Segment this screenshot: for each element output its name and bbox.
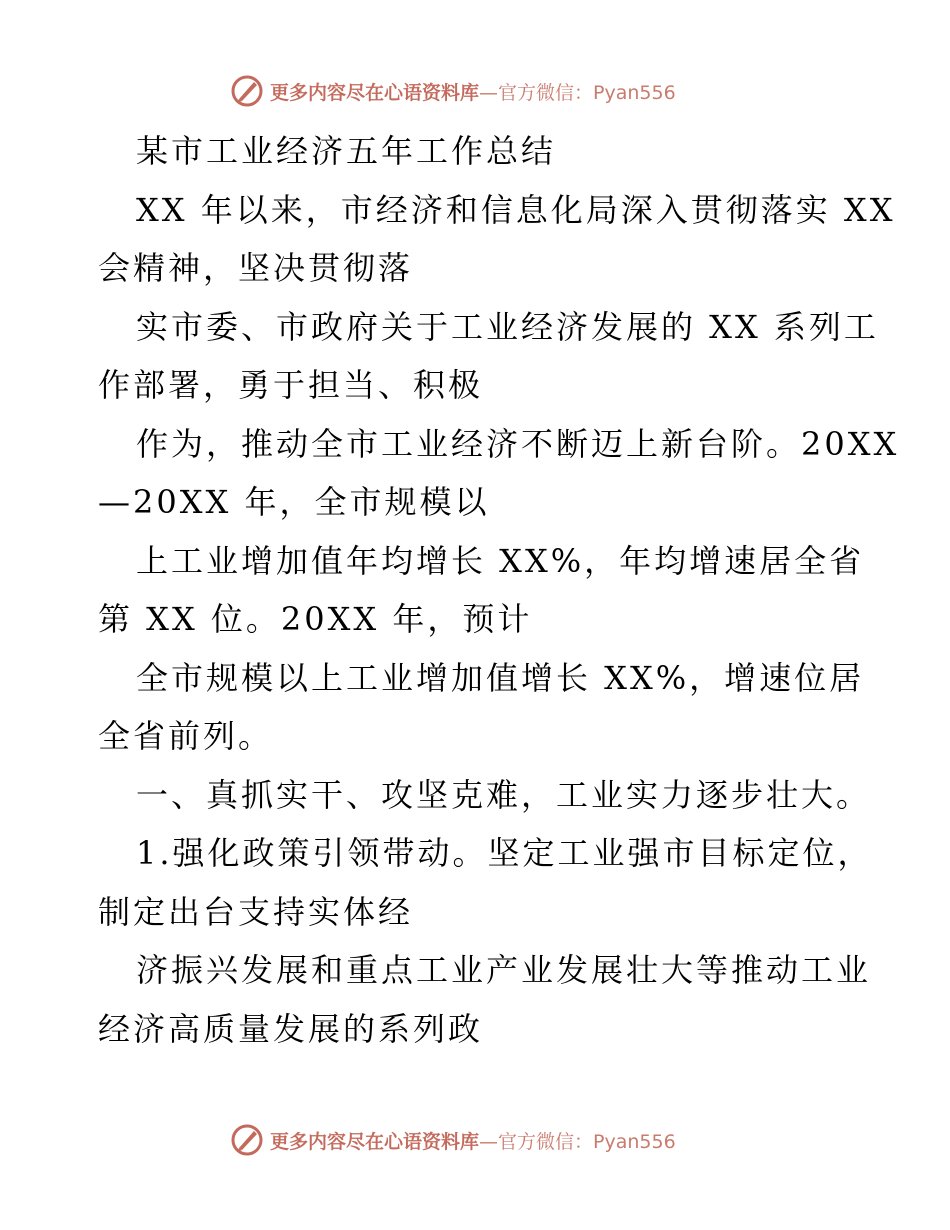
paragraph-line: 作部署，勇于担当、积极 xyxy=(98,366,484,404)
watermark-account: Pyan556 xyxy=(593,1130,676,1153)
watermark-dash: — xyxy=(479,1130,499,1153)
watermark-text xyxy=(270,78,676,105)
watermark-main: 更多内容尽在心语资料库 xyxy=(270,1130,480,1153)
watermark-account: Pyan556 xyxy=(593,81,676,104)
watermark-sub: 官方微信： xyxy=(498,81,594,104)
watermark-header xyxy=(230,71,730,111)
paragraph-line: —20XX 年，全市规模以 xyxy=(98,483,490,521)
watermark-main: 更多内容尽在心语资料库 xyxy=(270,81,480,104)
watermark-text xyxy=(270,1127,676,1154)
paragraph-line: 济振兴发展和重点工业产业发展壮大等推动工业 xyxy=(136,951,872,989)
document-title: 某市工业经济五年工作总结 xyxy=(136,132,557,170)
section-heading: 一、真抓实干、攻坚克难，工业实力逐步壮大。 xyxy=(136,775,872,814)
watermark-sub: 官方微信： xyxy=(498,1130,594,1153)
paragraph-line: 全省前列。 xyxy=(98,717,274,755)
watermark-dash: — xyxy=(479,81,499,104)
paragraph-line: 作为，推动全市工业经济不断迈上新台阶。20XX xyxy=(136,424,900,463)
quill-seal-icon xyxy=(230,74,264,108)
paragraph-line: 会精神，坚决贯彻落 xyxy=(98,249,414,287)
paragraph-line: 第 XX 位。20XX 年，预计 xyxy=(98,600,533,638)
document-body xyxy=(98,122,900,1058)
watermark-footer xyxy=(230,1120,730,1160)
paragraph-line: 全市规模以上工业增加值增长 XX%，增速位居 xyxy=(136,658,865,697)
paragraph-line: 实市委、市政府关于工业经济发展的 XX 系列工 xyxy=(136,307,879,346)
paragraph-line: 经济高质量发展的系列政 xyxy=(98,1009,484,1048)
paragraph-line: 上工业增加值年均增长 XX%，年均增速居全省 xyxy=(136,541,865,580)
paragraph-line: 1.强化政策引领带动。坚定工业强市目标定位， xyxy=(136,834,873,872)
paragraph-line: XX 年以来，市经济和信息化局深入贯彻落实 XX xyxy=(136,190,896,229)
paragraph-line: 制定出台支持实体经 xyxy=(98,892,414,931)
quill-seal-icon xyxy=(230,1123,264,1157)
